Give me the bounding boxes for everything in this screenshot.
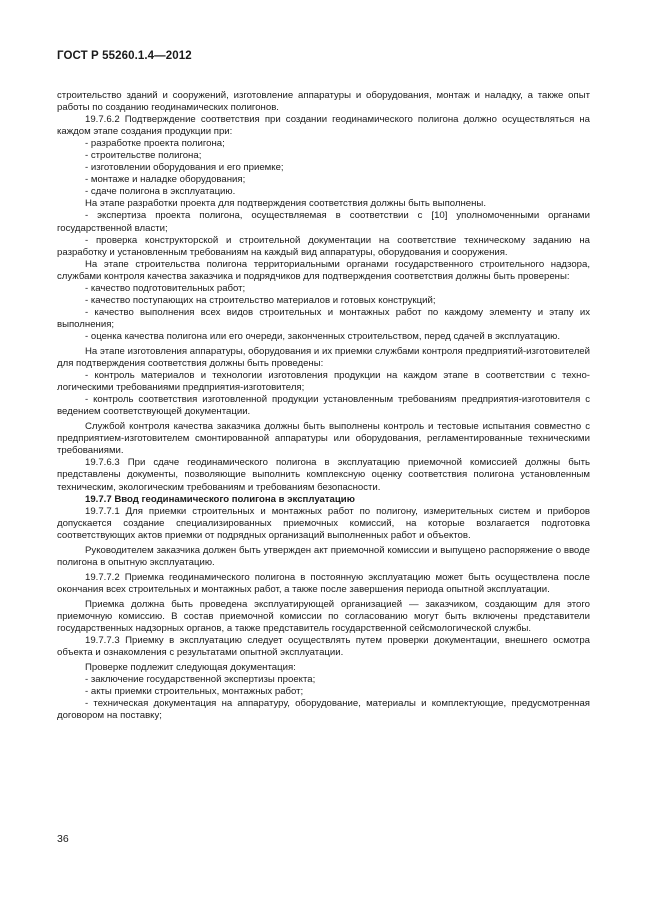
paragraph: На этапе разработки проекта для подтверждения соответствия должны быть выполнены. <box>85 198 486 210</box>
paragraph: Проверке подлежит следующая документация: <box>85 662 296 674</box>
paragraph: 19.7.6.2 Подтверждение соответствия при создании геодинамического полигона должно осуществляться на каждом этапе создания продукции при: <box>57 114 590 138</box>
paragraph: 19.7.7.1 Для приемки строительных и монтажных работ по полигону, измерительных систем и приборов допускается создание специализированных приемочных комиссий, на которые возлагается подготовка соответствующих актов приемки от подрядных организаций выполненных работ и объектов. <box>57 505 590 541</box>
paragraph: 19.7.7.3 Приемку в эксплуатацию следует осуществлять путем проверки документации, внешнего осмотра объекта и ознакомления с результатами опытной эксплуатации. <box>57 635 590 659</box>
list-item: - качество поступающих на строительство материалов и готовых конструкций; <box>85 294 436 306</box>
paragraph: На этапе строительства полигона территориальными органами государственного строительного надзора, службами контроля качества заказчика и подрядчиков для подтверждения соответствия должны быть проверены: <box>57 258 590 282</box>
list-item: - экспертиза проекта полигона, осуществляемая в соответствии с [10] уполномоченными органами государственной власти; <box>57 210 590 234</box>
paragraph: Приемка должна быть проведена эксплуатирующей организацией — заказчиком, создающим для этого приемочную комиссию. В состав приемочной комиссии по согласованию могут быть включены представители государственных надзорных органов, а также представитель государственной сейсмологической службы. <box>57 598 590 635</box>
list-item: - разработке проекта полигона; <box>85 138 225 150</box>
page-number: 36 <box>57 833 69 845</box>
list-item: - заключение государственной экспертизы проекта; <box>85 674 316 686</box>
document-header: ГОСТ Р 55260.1.4—2012 <box>57 50 192 62</box>
paragraph: 19.7.7.2 Приемка геодинамического полигона в постоянную эксплуатацию может быть осуществлена после окончания всех строительных и монтажных работ, а также после завершения периода опытной эксплуатации. <box>57 571 590 595</box>
list-item: - строительстве полигона; <box>85 150 202 162</box>
list-item: - акты приемки строительных, монтажных работ; <box>85 686 304 698</box>
document-body <box>57 90 590 722</box>
section-heading: 19.7.7 Ввод геодинамического полигона в эксплуатацию <box>85 493 355 505</box>
list-item: - изготовлении оборудования и его приемке; <box>85 162 284 174</box>
list-item: - сдаче полигона в эксплуатацию. <box>85 186 236 198</box>
paragraph: строительство зданий и сооружений, изготовление аппаратуры и оборудования, монтаж и наладку, а также опыт работы по созданию геодинамических полигонов. <box>57 90 590 114</box>
list-item: - качество подготовительных работ; <box>85 282 246 294</box>
paragraph: Службой контроля качества заказчика должны быть выполнены контроль и тестовые испытания совместно с предприятием-изготовителем смонтированной аппаратуры или оборудования, регламентированные техническими требованиями. <box>57 421 590 457</box>
list-item: - оценка качества полигона или его очереди, законченных строительством, перед сдачей в эксплуатацию. <box>85 330 561 342</box>
list-item: - монтаже и наладке оборудования; <box>85 174 246 186</box>
paragraph: На этапе изготовления аппаратуры, оборудования и их приемки службами контроля предприятий-изготовителей для подтверждения соответствия должны быть проведены: <box>57 345 590 370</box>
paragraph: 19.7.6.3 При сдаче геодинамического полигона в эксплуатацию приемочной комиссией должны быть представлены документы, позволяющие выполнить комплексную оценку соответствия полигона установленным техническим, экологическим требованиям и требованиям безопасности. <box>57 457 590 493</box>
list-item: - контроль соответствия изготовленной продукции установленным требованиям предприятия-изготовителя с ведением соответствующей документации. <box>57 394 590 418</box>
list-item: - контроль материалов и технологии изготовления продукции на каждом этапе в соответствии с технологическими требованиями предприятия-изготовителя; <box>57 370 590 394</box>
list-item: - качество выполнения всех видов строительных и монтажных работ по каждому элементу и этапу их выполнения; <box>57 306 590 330</box>
paragraph: Руководителем заказчика должен быть утвержден акт приемочной комиссии и выпущено распоряжение о вводе полигона в опытную эксплуатацию. <box>57 544 590 568</box>
list-item: - техническая документация на аппаратуру, оборудование, материалы и комплектующие, предусмотренная договором на поставку; <box>57 698 590 722</box>
list-item: - проверка конструкторской и строительной документации на соответствие техническому заданию на разработку и установленным требованиям на каждый вид аппаратуры, оборудования и сооружения. <box>57 234 590 258</box>
